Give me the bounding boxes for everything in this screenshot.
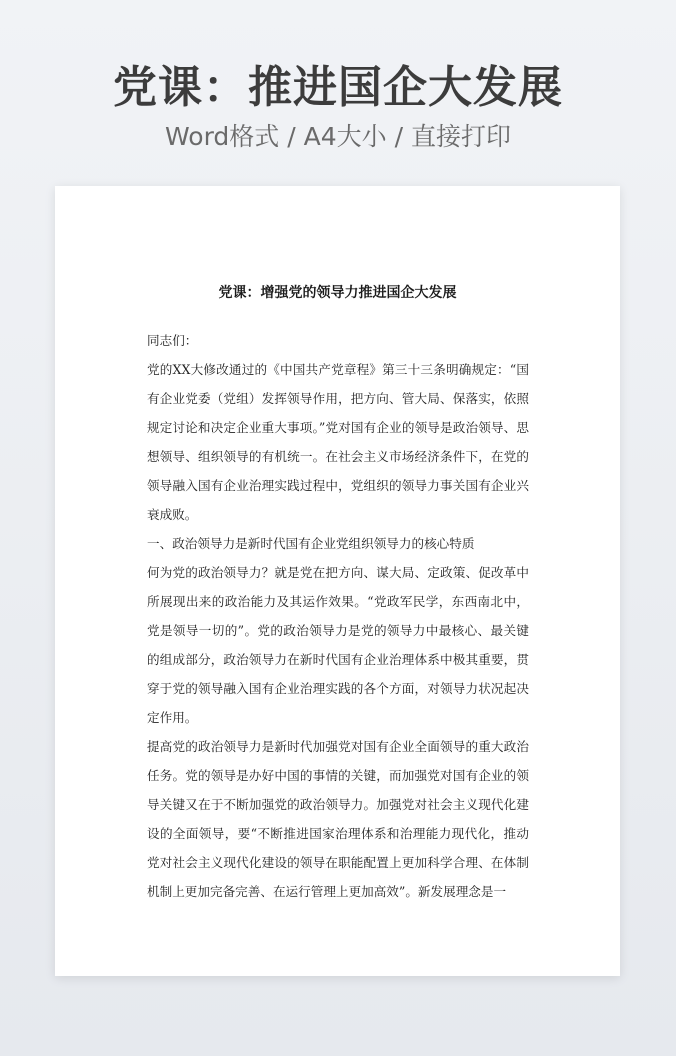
paragraph: 何为党的政治领导力？就是党在把方向、谋大局、定政策、促改革中所展现出来的政治能力及其运作效果。“党政军民学，东西南北中，党是领导一切的”。党的政治领导力是党的领导力中最核心、最关键的组成部分，政治领导力在新时代国有企业治理体系中极其重要，贯穿于党的领导融入国有企业治理实践的各个方面，对领导力状况起决定作用。 xyxy=(147,565,529,725)
document-page xyxy=(55,186,620,976)
page-subtitle: Word格式 / A4大小 / 直接打印 xyxy=(165,122,511,151)
document-body xyxy=(147,326,529,906)
paragraph: 提高党的政治领导力是新时代加强党对国有企业全面领导的重大政治任务。党的领导是办好中国的事情的关键，而加强党对国有企业的领导关键又在于不断加强党的政治领导力。加强党对社会主义现代化建设的全面领导，要“不断推进国家治理体系和治理能力现代化，推动党对社会主义现代化建设的领导在职能配置上更加科学合理、在体制机制上更加完备完善、在运行管理上更加高效”。新发展理念是一 xyxy=(147,739,529,899)
page-title: 党课：推进国企大发展 xyxy=(113,62,563,113)
section-heading: 一、政治领导力是新时代国有企业党组织领导力的核心特质 xyxy=(147,536,475,551)
document-title: 党课：增强党的领导力推进国企大发展 xyxy=(218,285,457,301)
page-header xyxy=(0,58,676,154)
salutation: 同志们： xyxy=(147,333,198,348)
paragraph: 党的XX大修改通过的《中国共产党章程》第三十三条明确规定：“国有企业党委（党组）发挥领导作用，把方向、管大局、保落实，依照规定讨论和决定企业重大事项。”党对国有企业的领导是政治领导、思想领导、组织领导的有机统一。在社会主义市场经济条件下，在党的领导融入国有企业治理实践过程中，党组织的领导力事关国有企业兴衰成败。 xyxy=(147,362,529,522)
